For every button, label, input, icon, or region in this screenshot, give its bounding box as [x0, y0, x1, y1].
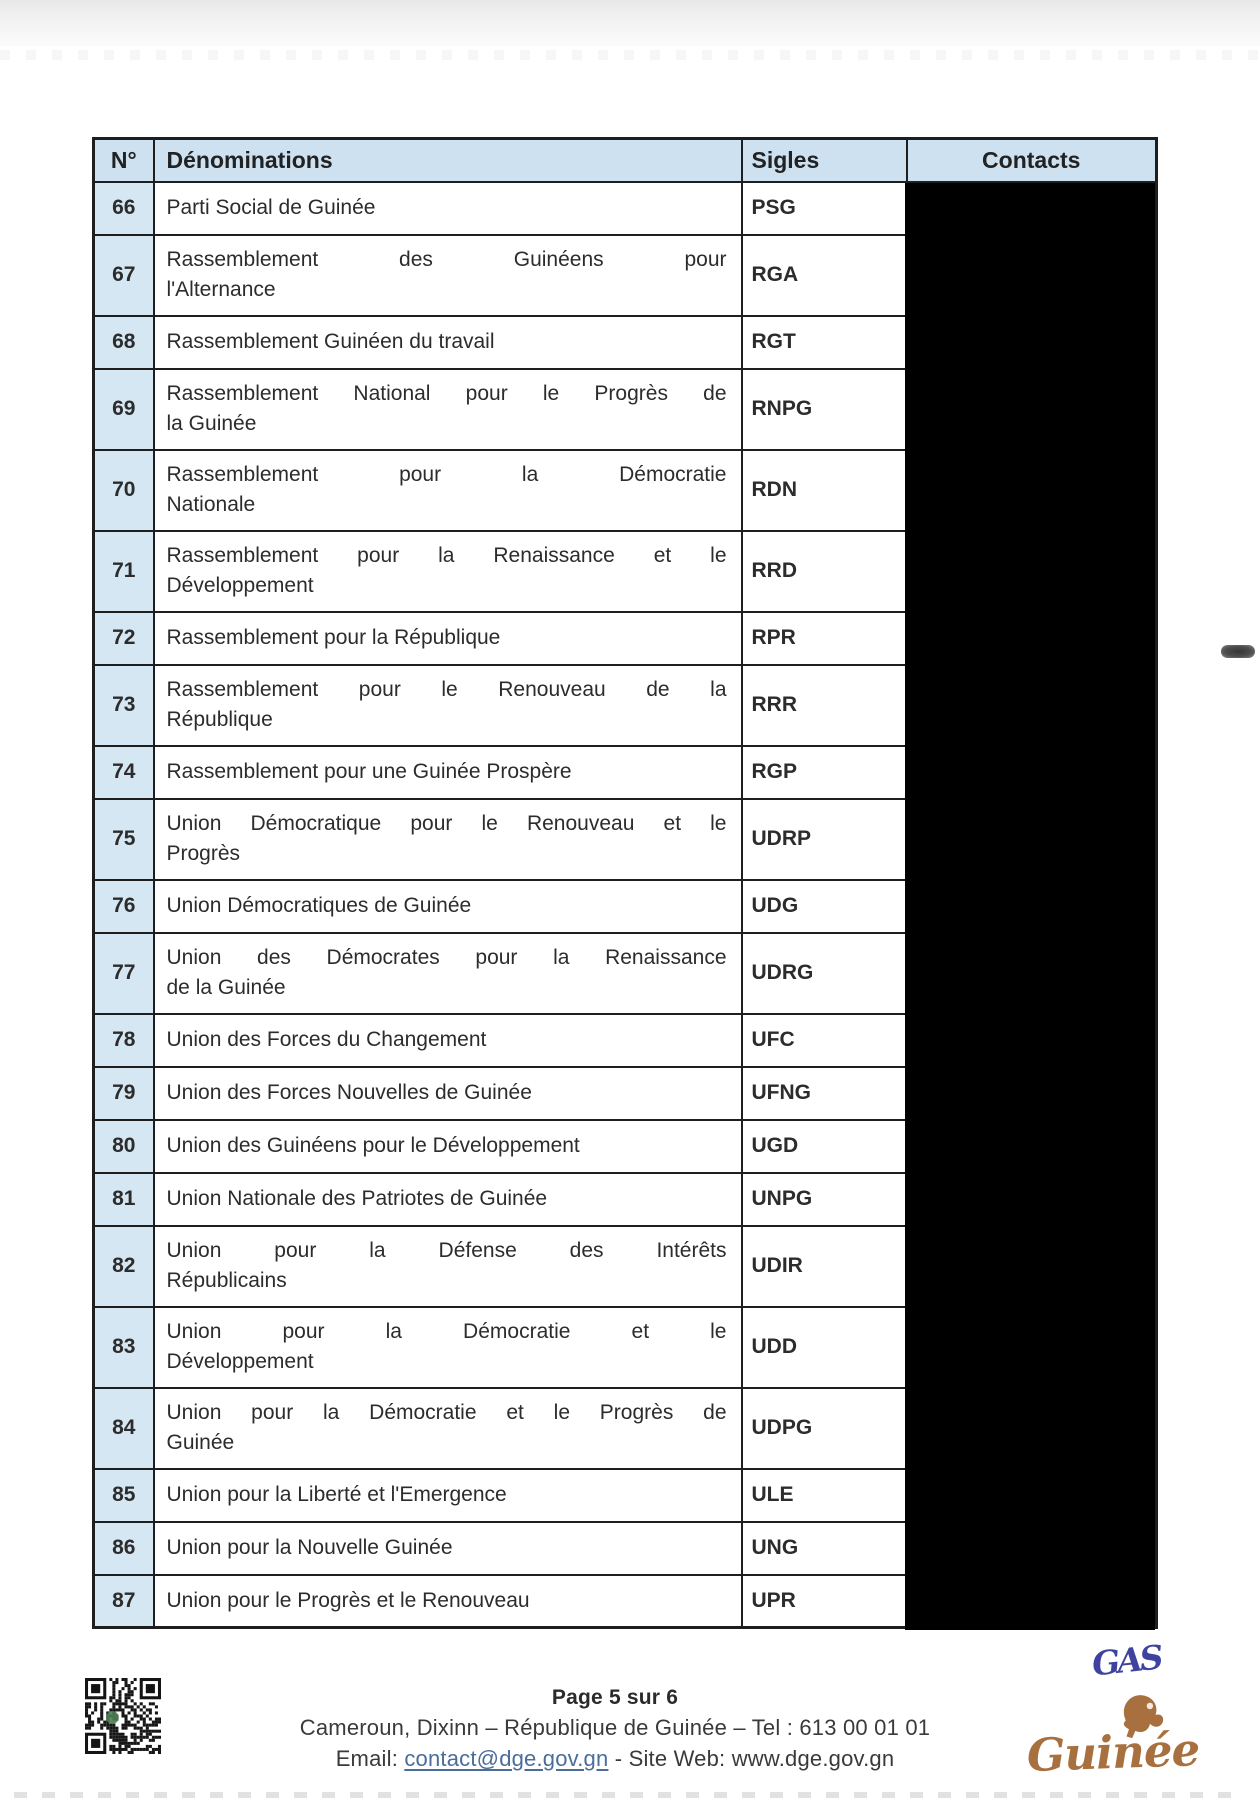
row-number: 86 — [94, 1522, 154, 1575]
page-current: 5 — [608, 1686, 621, 1709]
row-number: 70 — [94, 450, 154, 531]
row-number: 74 — [94, 746, 154, 799]
party-sigle: UNPG — [742, 1173, 907, 1226]
row-number: 66 — [94, 182, 154, 235]
row-number: 67 — [94, 235, 154, 316]
party-name: Rassemblement pour la Démocratie Nationale — [154, 450, 742, 531]
party-sigle: UPR — [742, 1575, 907, 1628]
party-sigle: UNG — [742, 1522, 907, 1575]
party-sigle: UDRP — [742, 799, 907, 880]
party-name: Rassemblement pour une Guinée Prospère — [154, 746, 742, 799]
scan-artifact-dash — [1221, 645, 1255, 658]
party-sigle: UDIR — [742, 1226, 907, 1307]
party-name: Union pour la Démocratie et le Progrès de Guinée — [154, 1388, 742, 1469]
party-name: Rassemblement pour la Renaissance et le Développement — [154, 531, 742, 612]
address-line: Cameroun, Dixinn – République de Guinée – Tel : 613 00 01 01 — [299, 1715, 931, 1740]
party-sigle: UDPG — [742, 1388, 907, 1469]
party-sigle: RGT — [742, 316, 907, 369]
party-name: Rassemblement Guinéen du travail — [154, 316, 742, 369]
row-number: 82 — [94, 1226, 154, 1307]
row-number: 83 — [94, 1307, 154, 1388]
row-number: 68 — [94, 316, 154, 369]
party-sigle: UDG — [742, 880, 907, 933]
row-number: 84 — [94, 1388, 154, 1469]
party-name: Union Nationale des Patriotes de Guinée — [154, 1173, 742, 1226]
party-name: Parti Social de Guinée — [154, 182, 742, 235]
party-name: Rassemblement pour le Renouveau de la République — [154, 665, 742, 746]
row-number: 81 — [94, 1173, 154, 1226]
row-number: 69 — [94, 369, 154, 450]
row-number: 79 — [94, 1067, 154, 1120]
handwritten-initials: GAS — [1090, 1637, 1163, 1684]
party-name: Union pour la Démocratie et le Développement — [154, 1307, 742, 1388]
party-name: Union pour la Liberté et l'Emergence — [154, 1469, 742, 1522]
row-number: 77 — [94, 933, 154, 1014]
party-sigle: RGP — [742, 746, 907, 799]
col-header-denominations: Dénominations — [154, 139, 742, 182]
row-number: 76 — [94, 880, 154, 933]
row-number: 71 — [94, 531, 154, 612]
party-sigle: RRR — [742, 665, 907, 746]
redacted-contacts-block — [905, 183, 1155, 1630]
row-number: 80 — [94, 1120, 154, 1173]
party-sigle: UFNG — [742, 1067, 907, 1120]
table-header-row — [94, 139, 1157, 182]
party-name: Union des Guinéens pour le Développement — [154, 1120, 742, 1173]
row-number: 78 — [94, 1014, 154, 1067]
party-name: Union des Forces Nouvelles de Guinée — [154, 1067, 742, 1120]
page-total: 6 — [666, 1686, 679, 1709]
party-sigle: UDRG — [742, 933, 907, 1014]
party-name: Union Démocratique pour le Renouveau et le Progrès — [154, 799, 742, 880]
party-name: Union pour la Défense des Intérêts Républicains — [154, 1226, 742, 1307]
party-name: Union des Démocrates pour la Renaissance de la Guinée — [154, 933, 742, 1014]
party-name: Rassemblement pour la République — [154, 612, 742, 665]
party-sigle: RGA — [742, 235, 907, 316]
row-number: 85 — [94, 1469, 154, 1522]
party-name: Union pour le Progrès et le Renouveau — [154, 1575, 742, 1628]
guinee-logo — [1018, 1688, 1208, 1793]
row-number: 73 — [94, 665, 154, 746]
party-sigle: RRD — [742, 531, 907, 612]
party-sigle: PSG — [742, 182, 907, 235]
party-name: Rassemblement National pour le Progrès de la Guinée — [154, 369, 742, 450]
email-link[interactable]: contact@dge.gov.gn — [404, 1746, 609, 1771]
scan-artifact-bottom-dashes — [14, 1792, 1246, 1798]
party-sigle: RPR — [742, 612, 907, 665]
email-label: Email: — [335, 1746, 399, 1771]
logo-wordmark: Guinée — [1026, 1723, 1200, 1782]
party-sigle: UGD — [742, 1120, 907, 1173]
party-sigle: RNPG — [742, 369, 907, 450]
col-header-number: N° — [94, 139, 154, 182]
party-sigle: UDD — [742, 1307, 907, 1388]
row-number: 72 — [94, 612, 154, 665]
party-name: Union pour la Nouvelle Guinée — [154, 1522, 742, 1575]
row-number: 75 — [94, 799, 154, 880]
scan-artifact-top-band — [0, 0, 1260, 46]
col-header-contacts: Contacts — [907, 139, 1157, 182]
page-separator: sur — [626, 1686, 661, 1709]
col-header-sigles: Sigles — [742, 139, 907, 182]
row-number: 87 — [94, 1575, 154, 1628]
party-sigle: RDN — [742, 450, 907, 531]
party-name: Rassemblement des Guinéens pour l'Alternance — [154, 235, 742, 316]
party-sigle: ULE — [742, 1469, 907, 1522]
page-label: Page — [551, 1686, 603, 1709]
party-name: Union des Forces du Changement — [154, 1014, 742, 1067]
website-url: www.dge.gov.gn — [731, 1746, 895, 1771]
party-sigle: UFC — [742, 1014, 907, 1067]
party-name: Union Démocratiques de Guinée — [154, 880, 742, 933]
site-web-label: - Site Web: — [614, 1746, 726, 1771]
